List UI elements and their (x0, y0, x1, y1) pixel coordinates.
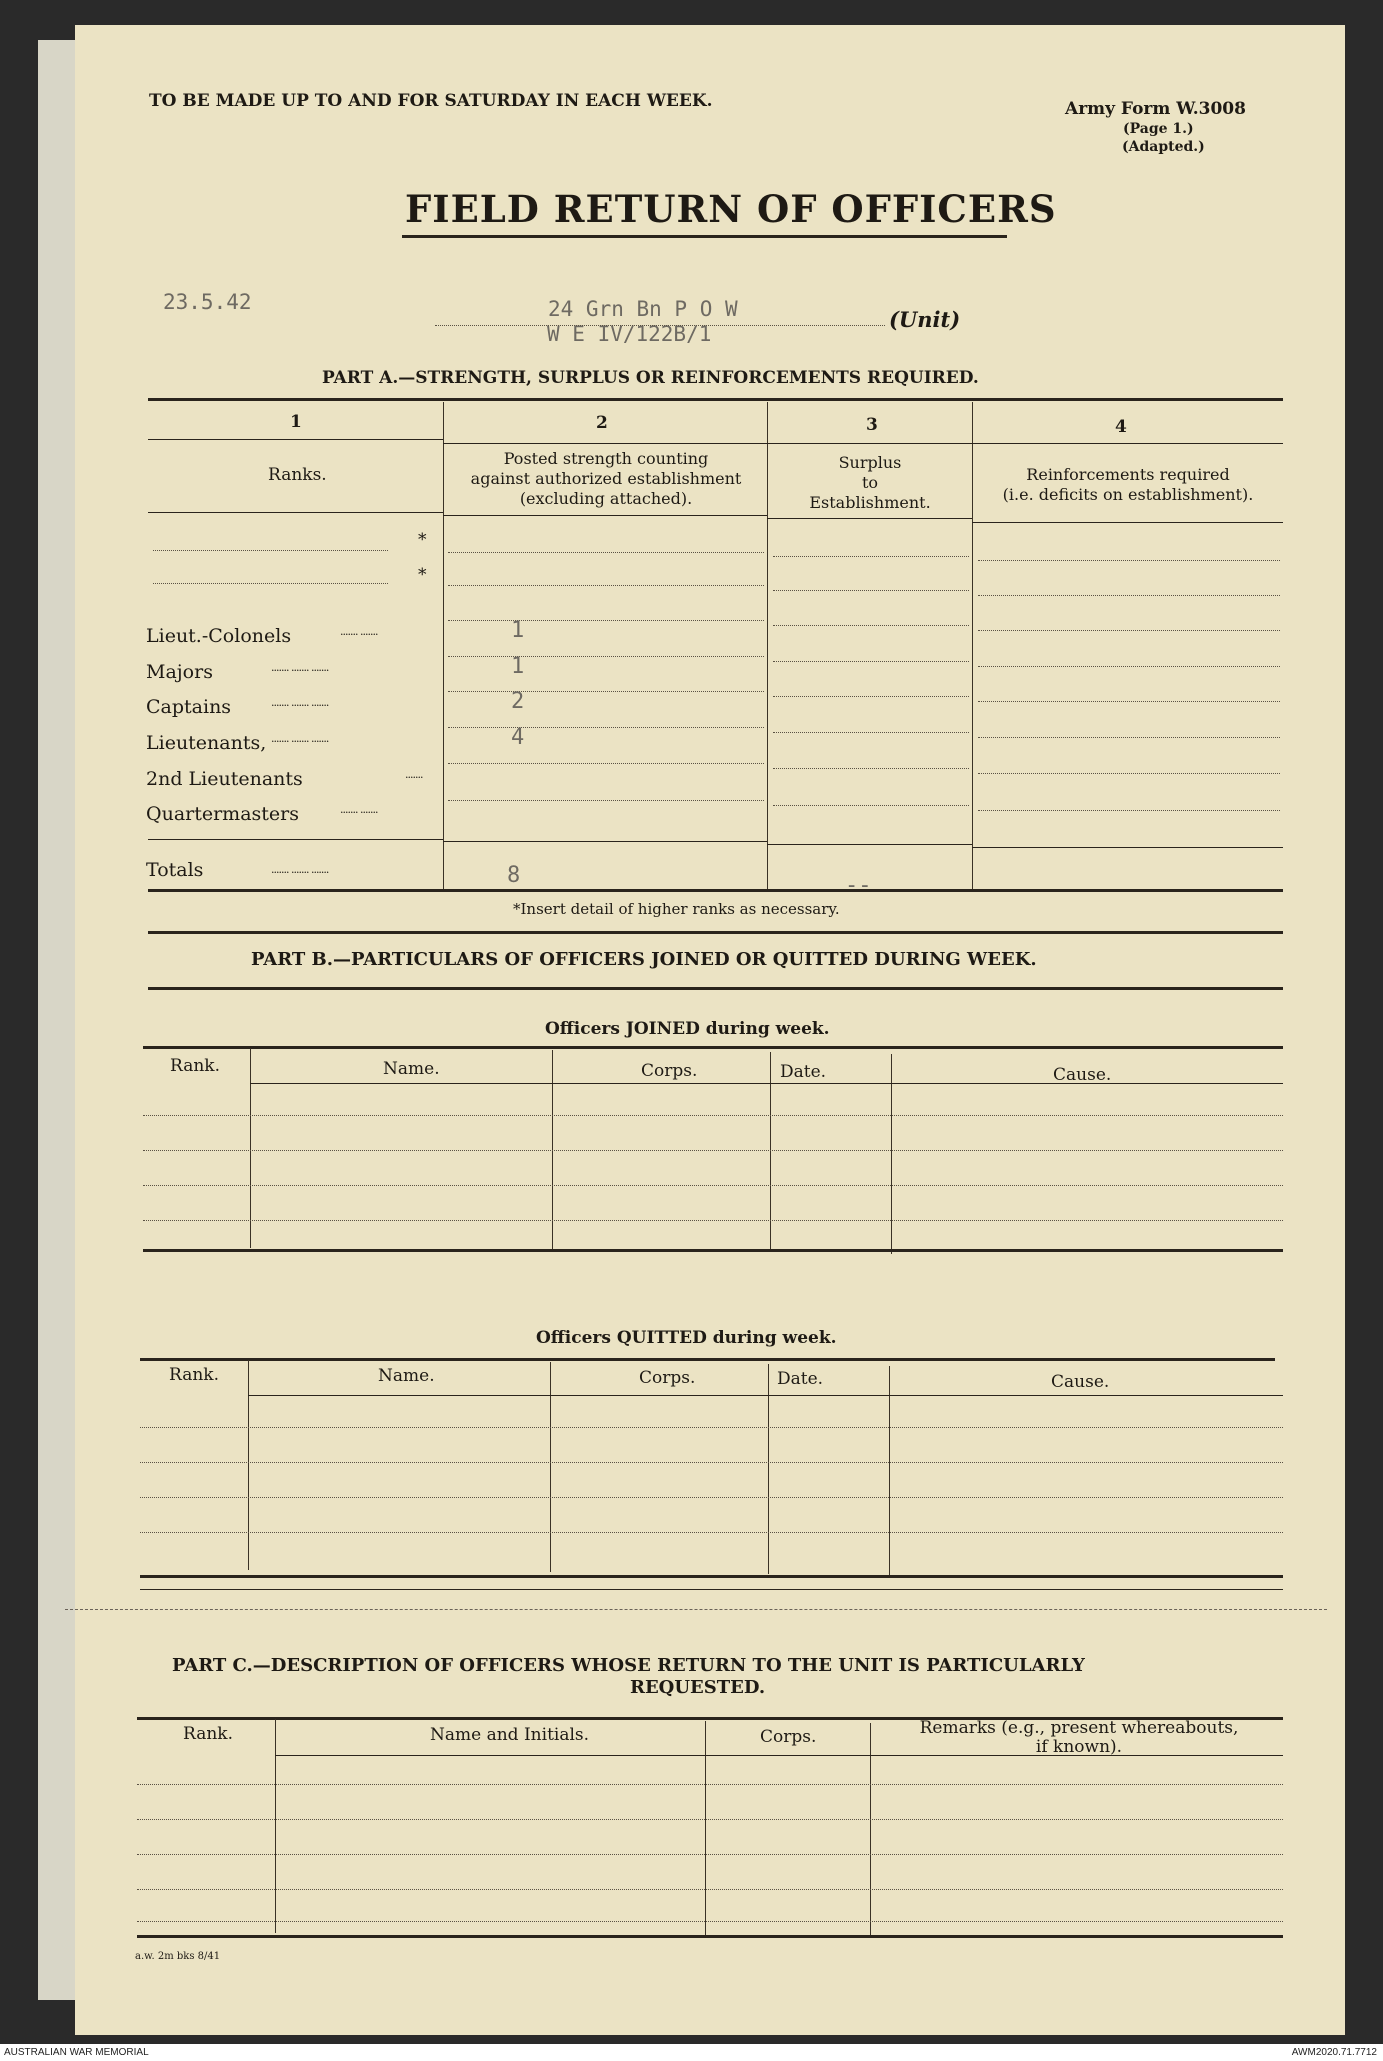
part-b-top-rule (148, 931, 1283, 934)
quitted-divider (550, 1362, 551, 1572)
row-line (978, 701, 1280, 702)
unit-dotted-line (435, 325, 885, 326)
rank-label-captains: Captains (146, 696, 232, 718)
surplus-header-line-3: Establishment. (809, 493, 931, 512)
row-line (448, 763, 764, 764)
quitted-row-line[interactable] (140, 1427, 1283, 1428)
quitted-bottom-rule (140, 1575, 1283, 1578)
higher-rank-line-2[interactable] (153, 583, 388, 584)
quitted-row-line[interactable] (140, 1532, 1283, 1533)
part-c-row-line[interactable] (137, 1921, 1283, 1922)
row-line (773, 768, 969, 769)
star-1: * (418, 530, 427, 550)
archive-name: AUSTRALIAN WAR MEMORIAL (4, 2047, 149, 2058)
part-a-col-divider-2 (767, 402, 768, 889)
row-line (978, 595, 1280, 596)
instruction-text: TO BE MADE UP TO AND FOR SATURDAY IN EACH WEEK. (149, 91, 713, 111)
col-num-4: 4 (1115, 417, 1127, 437)
reinforcements-header (975, 465, 1281, 505)
totals-reinforcements[interactable]: -- (1071, 877, 1098, 902)
joined-row-line[interactable] (143, 1150, 1283, 1151)
joined-top-rule (143, 1046, 1283, 1049)
rank-dots: ....... ....... ....... (271, 732, 329, 745)
unit-label: (Unit) (889, 307, 961, 332)
joined-header-rule (250, 1083, 1283, 1084)
row-line (773, 556, 969, 557)
row-line (773, 805, 969, 806)
rank-label-majors: Majors (146, 661, 213, 683)
joined-col-cause: Cause. (1053, 1065, 1112, 1085)
row-line (773, 590, 969, 591)
rank-label-2nd-lieutenants: 2nd Lieutenants (146, 768, 303, 790)
posted-lieutenants[interactable]: 4 (511, 725, 525, 750)
row-line (773, 661, 969, 662)
header-bottom-rule-2 (443, 515, 767, 516)
posted-majors[interactable]: 1 (511, 654, 525, 679)
posted-lieut-colonels[interactable]: 1 (511, 618, 525, 643)
header-bottom-rule-1 (148, 512, 443, 513)
quitted-col-rank: Rank. (169, 1365, 219, 1385)
joined-row-line[interactable] (143, 1185, 1283, 1186)
totals-label: Totals (146, 859, 204, 881)
joined-bottom-rule (143, 1249, 1283, 1252)
posted-header-line-2: against authorized establishment (470, 469, 742, 488)
joined-title: Officers JOINED during week. (545, 1019, 830, 1039)
archive-reference: AWM2020.71.7712 (1291, 2047, 1377, 2058)
col-num-2: 2 (596, 413, 608, 433)
reinforcements-header-line-1: Reinforcements required (1026, 465, 1230, 484)
part-c-col-name: Name and Initials. (430, 1725, 590, 1745)
row-line (448, 656, 764, 657)
part-c-col-corps: Corps. (760, 1727, 817, 1747)
row-line (978, 666, 1280, 667)
title-underline (402, 235, 1007, 238)
reinforcements-header-line-2: (i.e. deficits on establishment). (1002, 485, 1254, 504)
totals-dots: ....... ....... ....... (271, 863, 329, 876)
surplus-header (770, 453, 970, 513)
joined-col-name: Name. (383, 1059, 440, 1079)
tear-off-line (65, 1609, 1327, 1610)
joined-col-date: Date. (780, 1062, 827, 1082)
row-line (978, 810, 1280, 811)
part-b-title-rule (148, 987, 1283, 990)
archive-footer (0, 2044, 1383, 2061)
part-a-top-rule (148, 398, 1283, 401)
quitted-col-date: Date. (777, 1369, 824, 1389)
col-num-3: 3 (866, 415, 878, 435)
remarks-line-2: if known). (1035, 1737, 1123, 1757)
rank-label-quartermasters: Quartermasters (146, 803, 299, 825)
totals-rule-2 (443, 841, 767, 842)
part-c-divider (275, 1719, 276, 1933)
part-c-row-line[interactable] (137, 1854, 1283, 1855)
joined-col-corps: Corps. (641, 1061, 698, 1081)
joined-row-line[interactable] (143, 1220, 1283, 1221)
form-sheet (75, 25, 1345, 2035)
row-line (978, 630, 1280, 631)
col-num-rule (148, 439, 443, 440)
footnote: *Insert detail of higher ranks as necessary. (513, 900, 840, 918)
unit-line-2[interactable]: W E IV/122B/1 (547, 322, 712, 346)
header-bottom-rule-3 (767, 518, 972, 519)
posted-captains[interactable]: 2 (511, 689, 525, 714)
part-c-row-line[interactable] (137, 1819, 1283, 1820)
quitted-divider (248, 1360, 249, 1570)
col-num-1: 1 (290, 412, 302, 432)
totals-rule-3 (767, 844, 972, 845)
quitted-col-corps: Corps. (639, 1368, 696, 1388)
part-c-header-rule (275, 1755, 1283, 1756)
joined-col-rank: Rank. (170, 1056, 220, 1076)
remarks-line-1: Remarks (e.g., present whereabouts, (919, 1718, 1239, 1738)
star-2: * (418, 565, 427, 585)
joined-divider (891, 1054, 892, 1254)
quitted-header-rule (248, 1395, 1283, 1396)
ranks-header: Ranks. (268, 465, 327, 485)
form-adapted: (Adapted.) (1122, 139, 1205, 155)
row-line (448, 691, 764, 692)
rank-dots: ....... ....... (340, 803, 378, 816)
joined-divider (770, 1052, 771, 1252)
row-line (448, 727, 764, 728)
totals-posted[interactable]: 8 (507, 863, 521, 888)
part-c-col-remarks (875, 1719, 1283, 1757)
part-c-row-line[interactable] (137, 1889, 1283, 1890)
unit-line-1[interactable]: 24 Grn Bn P O W (548, 297, 738, 321)
row-line (448, 552, 764, 553)
quitted-col-name: Name. (378, 1366, 435, 1386)
totals-rule-4 (972, 847, 1283, 848)
totals-surplus[interactable]: -- (845, 873, 872, 898)
row-line (773, 696, 969, 697)
higher-rank-line-1[interactable] (153, 550, 388, 551)
totals-rule-1 (148, 839, 443, 840)
part-a-bottom-rule (148, 889, 1283, 892)
row-line (448, 620, 764, 621)
form-number: Army Form W.3008 (1065, 99, 1246, 119)
part-c-title-line-2: REQUESTED. (630, 1677, 766, 1698)
quitted-row-line[interactable] (140, 1462, 1283, 1463)
rank-dots: ....... (405, 768, 423, 781)
quitted-bottom-rule-2 (140, 1589, 1283, 1590)
rank-dots: ....... ....... ....... (271, 661, 329, 674)
quitted-col-cause: Cause. (1051, 1372, 1110, 1392)
part-a-col-divider-3 (972, 402, 973, 889)
page-title: FIELD RETURN OF OFFICERS (405, 187, 1057, 231)
part-c-title-line-1: PART C.—DESCRIPTION OF OFFICERS WHOSE RETURN TO THE UNIT IS PARTICULARLY (172, 1655, 1085, 1676)
row-line (773, 732, 969, 733)
header-bottom-rule-4 (972, 522, 1283, 523)
surplus-header-line-1: Surplus (838, 453, 902, 472)
return-date[interactable]: 23.5.42 (163, 290, 252, 314)
print-code: a.w. 2m bks 8/41 (135, 1951, 221, 1962)
quitted-title: Officers QUITTED during week. (536, 1328, 837, 1348)
part-c-bottom-rule (137, 1935, 1283, 1938)
quitted-row-line[interactable] (140, 1497, 1283, 1498)
rank-label-lieutenants: Lieutenants, (146, 732, 267, 754)
form-page: (Page 1.) (1123, 121, 1194, 137)
joined-divider (250, 1048, 251, 1248)
col-num-rule-right (443, 443, 1283, 444)
part-a-title: PART A.—STRENGTH, SURPLUS OR REINFORCEMENTS REQUIRED. (322, 368, 979, 388)
row-line (978, 737, 1280, 738)
rank-dots: ....... ....... ....... (271, 696, 329, 709)
posted-header-line-1: Posted strength counting (503, 449, 709, 468)
quitted-divider (889, 1366, 890, 1576)
quitted-top-rule (140, 1358, 1275, 1361)
surplus-header-line-2: to (861, 473, 879, 492)
part-a-col-divider-1 (443, 402, 444, 889)
row-line (448, 585, 764, 586)
row-line (448, 800, 764, 801)
posted-header-line-3: (excluding attached). (519, 489, 693, 508)
rank-dots: ....... ....... (340, 625, 378, 638)
part-b-title: PART B.—PARTICULARS OF OFFICERS JOINED OR QUITTED DURING WEEK. (251, 949, 1037, 970)
row-line (773, 625, 969, 626)
posted-header (447, 449, 765, 509)
rank-label-lieut-colonels: Lieut.-Colonels (146, 625, 292, 647)
row-line (978, 560, 1280, 561)
part-c-divider (705, 1721, 706, 1935)
part-c-col-rank: Rank. (183, 1724, 233, 1744)
part-c-row-line[interactable] (137, 1784, 1283, 1785)
joined-row-line[interactable] (143, 1115, 1283, 1116)
row-line (978, 773, 1280, 774)
